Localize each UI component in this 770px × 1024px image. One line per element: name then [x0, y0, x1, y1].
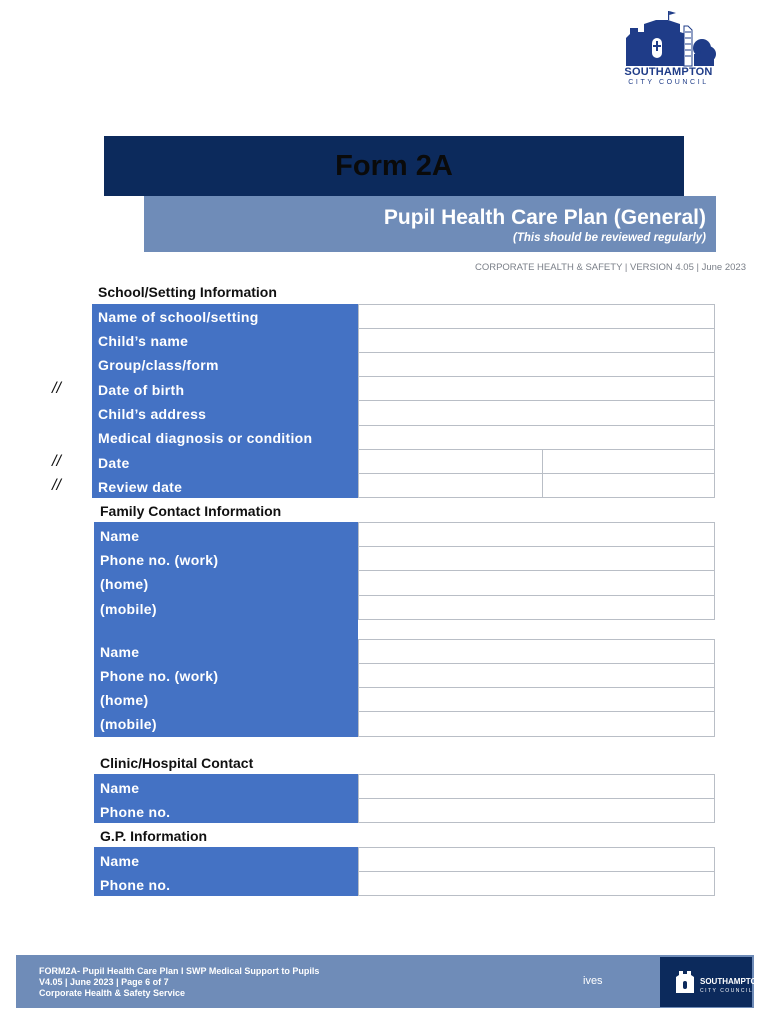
child-address-input[interactable]: [358, 400, 715, 426]
clinic-phone-label: Phone no.: [100, 804, 171, 820]
review-date-separator: //: [52, 477, 61, 494]
clinic-section-heading: Clinic/Hospital Contact: [100, 755, 254, 771]
contact1-home-phone-label: (home): [100, 576, 149, 592]
date-input[interactable]: [358, 449, 543, 474]
contact2-work-phone-input[interactable]: [358, 663, 715, 688]
field-label-date: Date: [98, 455, 130, 471]
date-of-birth-separator: //: [52, 380, 61, 397]
contact2-home-phone-input[interactable]: [358, 687, 715, 712]
clinic-name-input[interactable]: [358, 774, 715, 799]
date-input-extra[interactable]: [542, 449, 715, 474]
date-of-birth-input[interactable]: [358, 376, 715, 401]
footer-line-1: FORM2A- Pupil Health Care Plan I SWP Medical Support to Pupils: [39, 966, 320, 976]
field-label-child-address: Child’s address: [98, 406, 207, 422]
school-section-heading: School/Setting Information: [98, 284, 277, 300]
contact2-home-phone-label: (home): [100, 692, 149, 708]
review-date-input-extra[interactable]: [542, 473, 715, 498]
date-separator: //: [52, 453, 61, 470]
plan-subtitle: (This should be reviewed regularly): [513, 232, 706, 244]
footer-line-2: V4.05 | June 2023 | Page 6 of 7: [39, 977, 169, 987]
plan-title: Pupil Health Care Plan (General): [383, 206, 706, 229]
contact1-work-phone-input[interactable]: [358, 546, 715, 571]
footer-logo-title: SOUTHAMPTON: [700, 977, 763, 986]
gp-section-heading: G.P. Information: [100, 828, 208, 844]
field-label-medical-diagnosis: Medical diagnosis or condition: [98, 430, 313, 446]
form-title: Form 2A: [335, 150, 453, 182]
field-label-group-class: Group/class/form: [98, 357, 219, 373]
group-class-input[interactable]: [358, 352, 715, 377]
clinic-name-label: Name: [100, 780, 140, 796]
field-label-child-name: Child’s name: [98, 333, 189, 349]
contact1-mobile-label: (mobile): [100, 601, 157, 617]
field-label-school-name: Name of school/setting: [98, 309, 259, 325]
contact1-name-label: Name: [100, 528, 140, 544]
contact2-name-label: Name: [100, 644, 140, 660]
school-name-input[interactable]: [358, 304, 715, 329]
footer-line-3: Corporate Health & Safety Service: [39, 988, 186, 998]
field-label-date-of-birth: Date of birth: [98, 382, 185, 398]
gp-phone-input[interactable]: [358, 871, 715, 896]
contact2-name-input[interactable]: [358, 639, 715, 664]
gp-name-label: Name: [100, 853, 140, 869]
corporate-version-line: CORPORATE HEALTH & SAFETY | VERSION 4.05 | June 2023: [474, 262, 746, 273]
contact2-mobile-label: (mobile): [100, 716, 157, 732]
footer-ives-mark: ives: [583, 975, 603, 987]
contact1-mobile-input[interactable]: [358, 595, 715, 620]
logo-title: SOUTHAMPTON: [624, 66, 713, 78]
family-section-heading: Family Contact Information: [100, 503, 282, 519]
footer-castle-icon: [674, 965, 696, 995]
child-name-input[interactable]: [358, 328, 715, 353]
gp-name-input[interactable]: [358, 847, 715, 872]
contact1-name-input[interactable]: [358, 522, 715, 547]
gp-phone-label: Phone no.: [100, 877, 171, 893]
contact1-work-phone-label: Phone no. (work): [100, 552, 219, 568]
clinic-phone-input[interactable]: [358, 798, 715, 823]
contact2-mobile-input[interactable]: [358, 711, 715, 737]
contact2-work-phone-label: Phone no. (work): [100, 668, 219, 684]
review-date-input[interactable]: [358, 473, 543, 498]
field-label-review-date: Review date: [98, 479, 183, 495]
logo-subtitle: CITY COUNCIL: [628, 79, 709, 86]
medical-diagnosis-input[interactable]: [358, 425, 715, 450]
footer-logo-subtitle: CITY COUNCIL: [700, 988, 754, 994]
contact1-home-phone-input[interactable]: [358, 570, 715, 596]
